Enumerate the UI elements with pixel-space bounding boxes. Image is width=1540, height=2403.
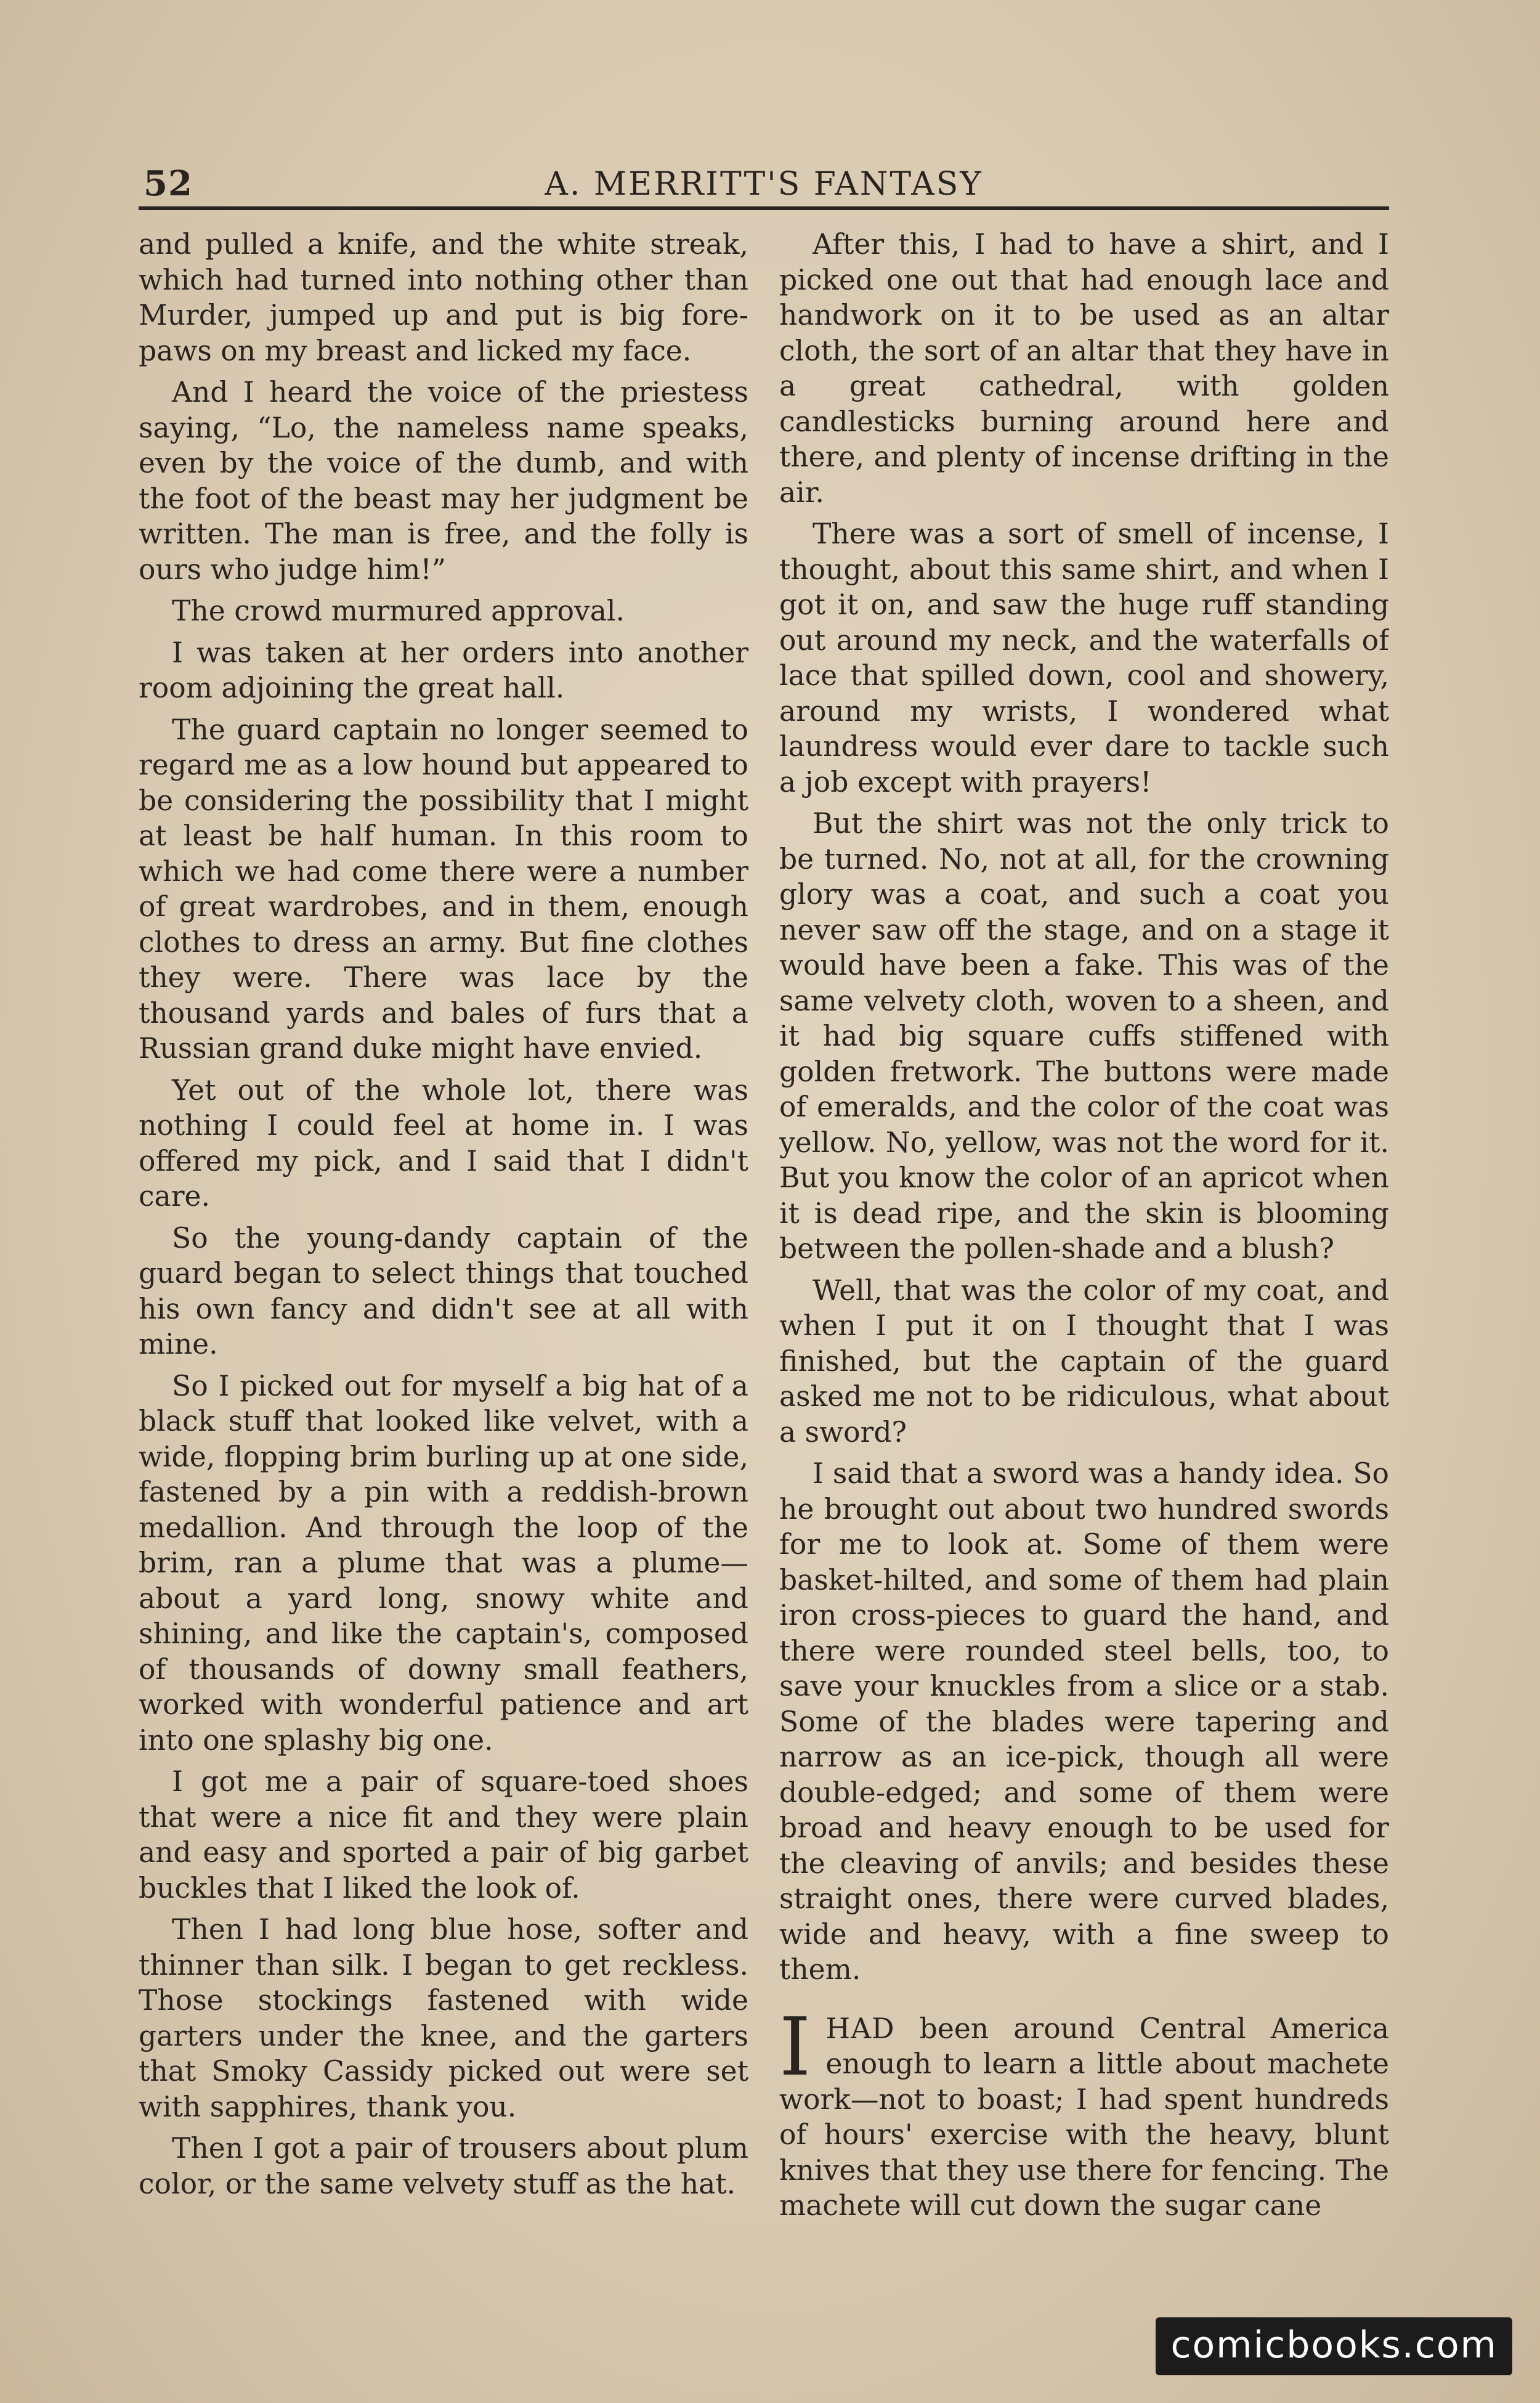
paragraph: Well, that was the color of my coat, and when I put it on I thought that I was finished, but the captain of the guard asked me not to be ridiculous, what about a sword? xyxy=(779,1274,1389,1449)
paragraph: I said that a sword was a handy idea. So he brought out about two hundred swords for me to look at. Some of them were basket-hilted, and some of them had plain iron cross-pieces to guard the hand, and there were rounded steel bells, too, to save your knuckles from a slice or a stab. Some of the blades were tapering and narrow as an ice-pick, though all were double-edged; and some of them were broad and heavy enough to be used for the cleaving of anvils; and besides these straight ones, there were curved blades, wide and heavy, with a fine sweep to them. xyxy=(779,1457,1389,1986)
paragraph: Yet out of the whole lot, there was nothing I could feel at home in. I was offered my pick, and I said that I didn't care. xyxy=(139,1073,748,1213)
left-column xyxy=(139,227,748,2242)
paragraph: After this, I had to have a shirt, and I picked one out that had enough lace and handwork on it to be used as an altar cloth, the sort of an altar that they have in a great cathedral, with golden candlesticks burning around here and there, and plenty of incense drifting in the air. xyxy=(779,228,1389,509)
paragraph: But the shirt was not the only trick to be turned. No, not at all, for the crowning glory was a coat, and such a coat you never saw off the stage, and on a stage it would have been a fake. This was of the same velvety cloth, woven to a sheen, and it had big square cuffs stiffened with golden fretwork. The buttons were made of emeralds, and the color of the coat was yellow. No, yellow, was not the word for it. But you know the color of an apricot when it is dead ripe, and the skin is blooming between the pollen-shade and a blush? xyxy=(779,807,1389,1265)
paragraph: Then I had long blue hose, softer and thinner than silk. I began to get reckless. Those stockings fastened with wide garters under the knee, and the garters that Smoky Cassidy picked out were set with sapphires, thank you. xyxy=(139,1913,748,2123)
paragraph: I got me a pair of square-toed shoes that were a nice fit and they were plain and easy and sported a pair of big garbet buckles that I liked the look of. xyxy=(139,1765,748,1905)
paragraph: The guard captain no longer seemed to regard me as a low hound but appeared to be considering the possibility that I might at least be half human. In this room to which we had come there were a number of great wardrobes, and in them, enough clothes to dress an army. But fine clothes they were. There was lace by the thousand yards and bales of furs that a Russian grand duke might have envied. xyxy=(139,713,748,1065)
right-column xyxy=(779,227,1389,2242)
paragraph: Then I got a pair of trousers about plum color, or the same velvety stuff as the hat. xyxy=(139,2132,748,2200)
lead-in: HAD xyxy=(825,2012,895,2045)
paragraph: So I picked out for myself a big hat of a black stuff that looked like velvet, with a wide, flopping brim burling up at one side, fastened by a pin with a reddish-brown medallion. And through the loop of the brim, ran a plume that was a plume—about a yard long, snowy white and shining, and like the captain's, composed of thousands of downy small feathers, worked with wonderful patience and art into one splashy big one. xyxy=(139,1369,748,1757)
drop-cap: I xyxy=(779,1999,811,2094)
section-text: been around Central America enough to learn a little about machete work—not to boast; I had spent hundreds of hours' exercise with the heavy, blunt knives that they use there for fencing. The machete will cut down the sugar cane xyxy=(779,2012,1389,2222)
paragraph: The crowd murmured approval. xyxy=(172,595,625,627)
page-number: 52 xyxy=(144,163,193,204)
paragraph: and pulled a knife, and the white streak, which had turned into nothing other than Murder, jumped up and put is big fore-paws on my breast and licked my face. xyxy=(139,228,748,367)
paragraph: There was a sort of smell of incense, I thought, about this same shirt, and when I got it on, and saw the huge ruff standing out around my neck, and the waterfalls of lace that spilled down, cool and showery, around my wrists, I wondered what laundress would ever dare to tackle such a job except with prayers! xyxy=(779,518,1389,799)
paragraph: And I heard the voice of the priestess saying, “Lo, the nameless name speaks, even by the voice of the dumb, and with the foot of the beast may her judgment be written. The man is free, and the folly is ours who judge him!” xyxy=(139,376,748,586)
running-head: A. MERRITT'S FANTASY xyxy=(545,166,983,203)
paragraph: I was taken at her orders into another room adjoining the great hall. xyxy=(139,636,748,704)
section-break-paragraph xyxy=(779,1999,1389,2224)
site-watermark: comicbooks.com xyxy=(1156,2317,1512,2375)
page-header xyxy=(139,157,1389,210)
paragraph: So the young-dandy captain of the guard began to select things that touched his own fancy and didn't see at all with mine. xyxy=(139,1221,748,1360)
